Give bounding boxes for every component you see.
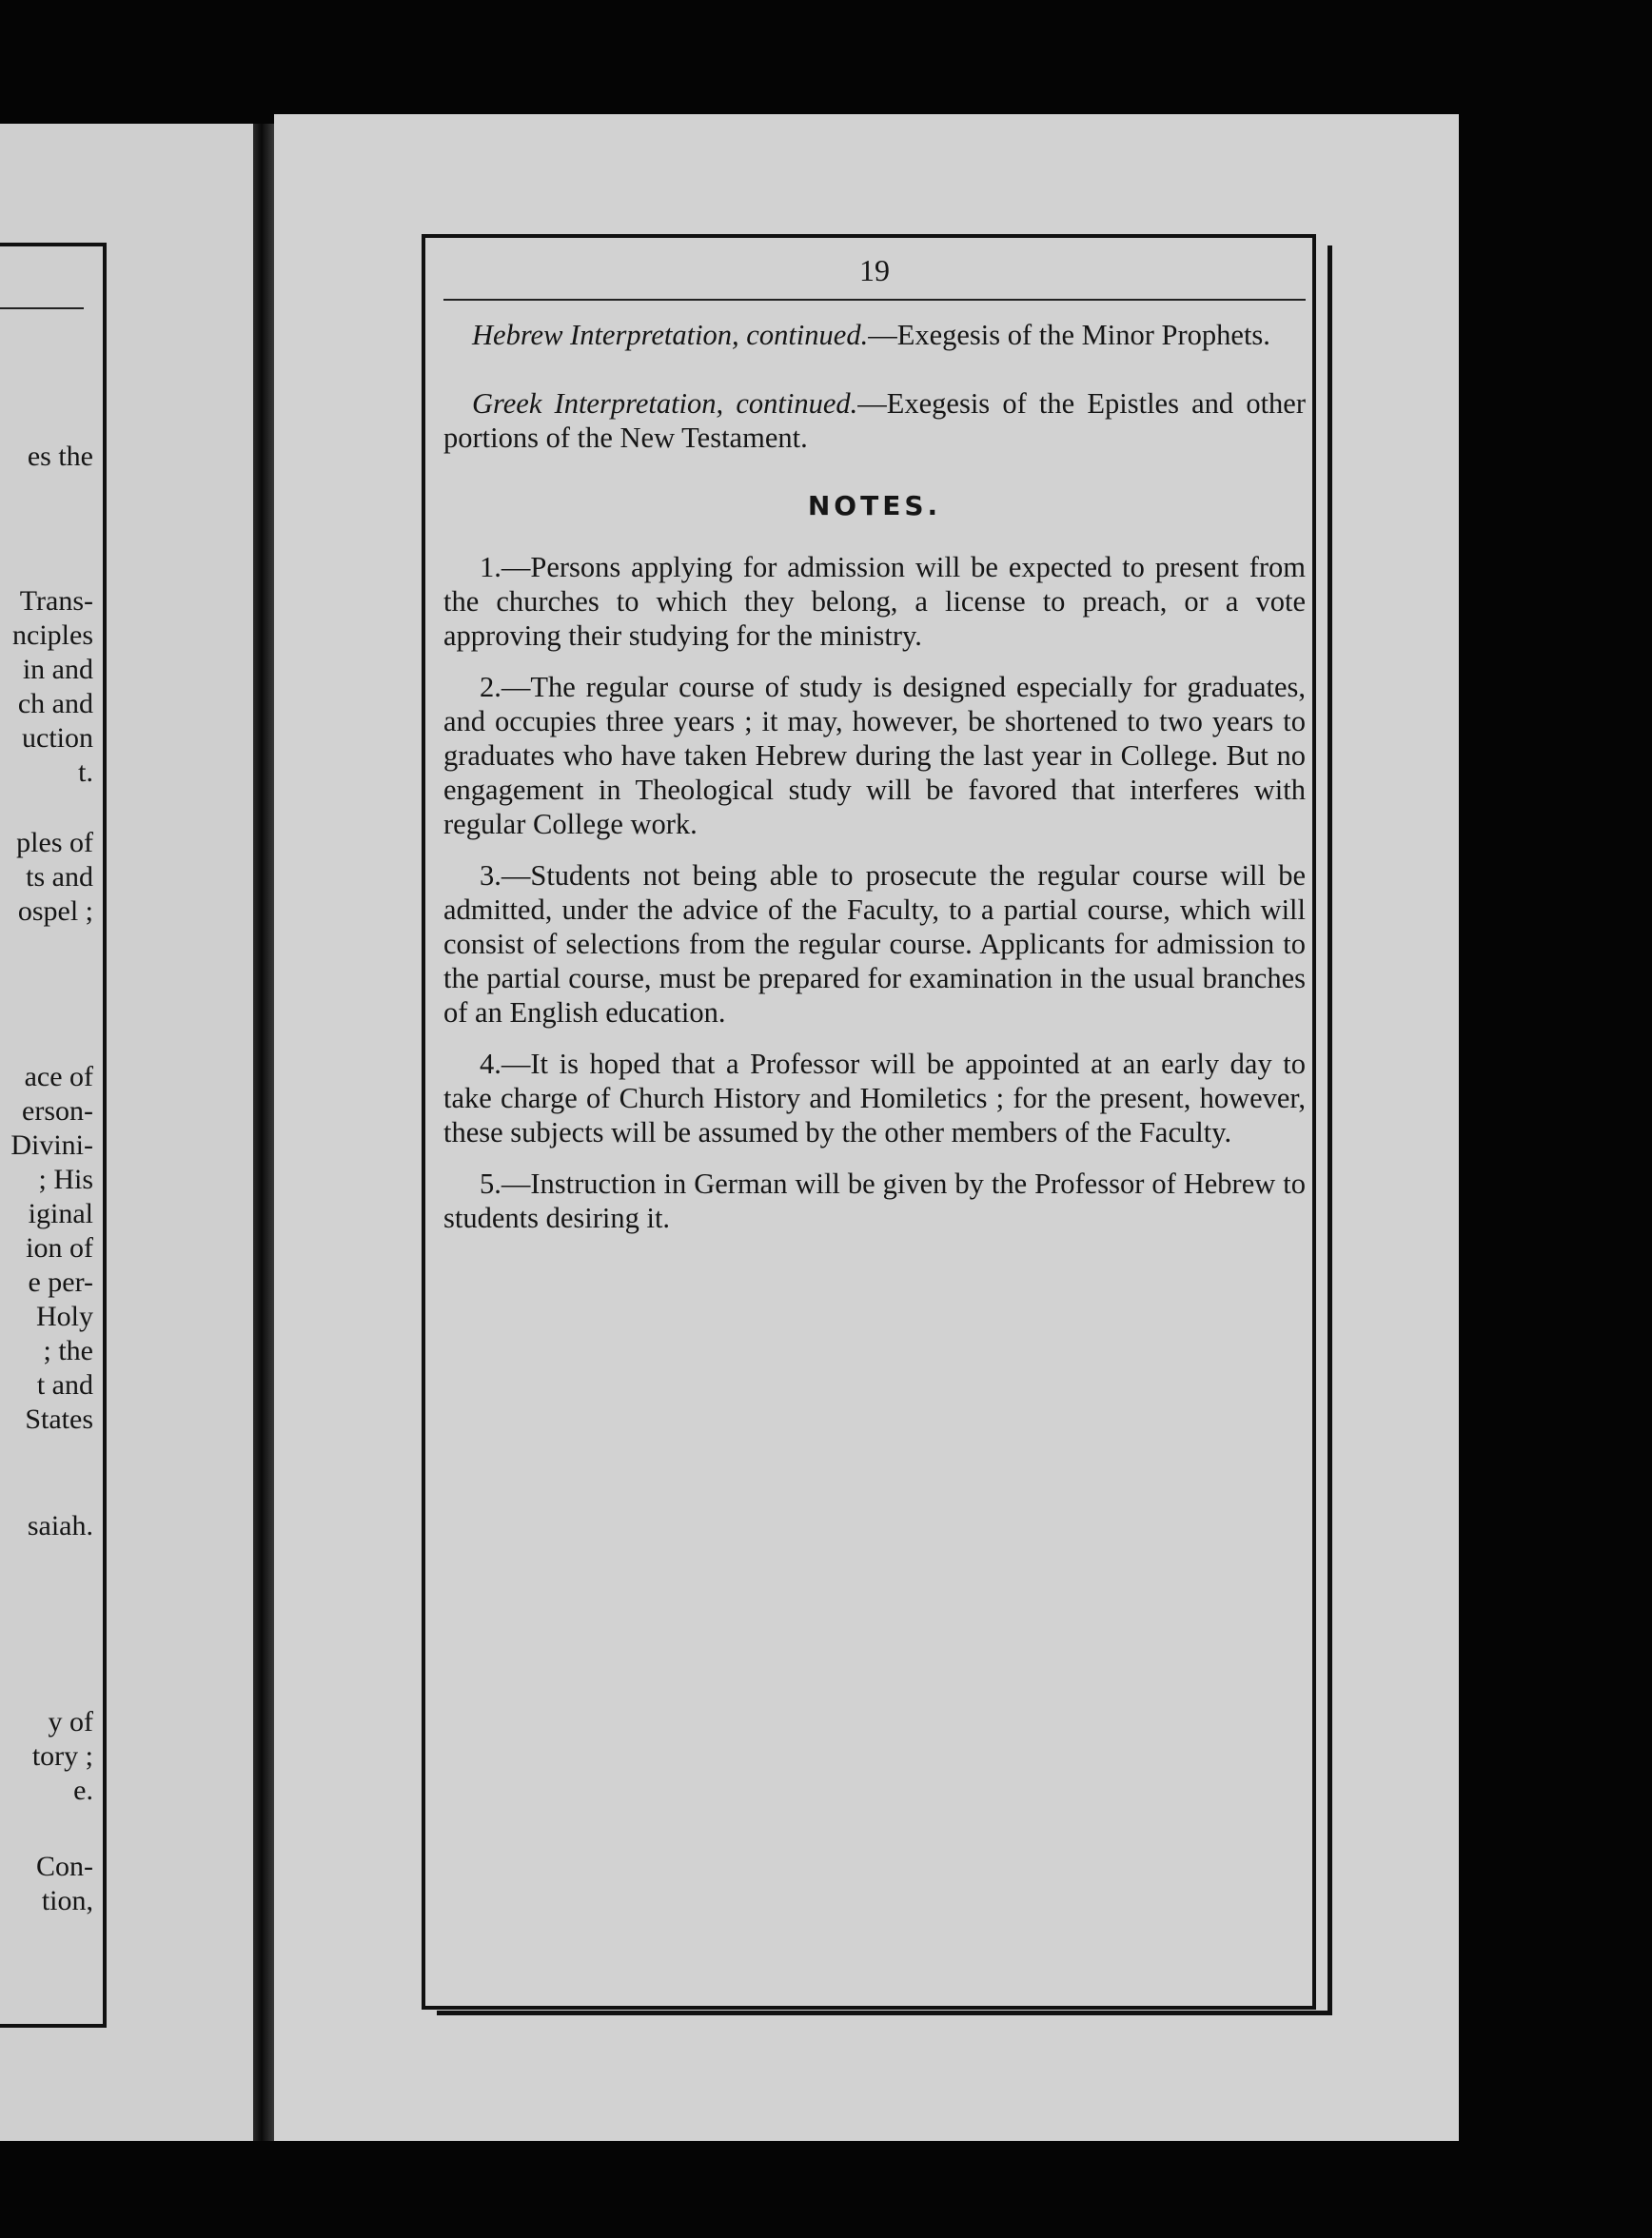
left-page-fragment: ; the	[43, 1335, 93, 1366]
note-2: 2.—The regular course of study is designed especially for graduates, and occupies three years ; it may, however, be shortened to two years to graduates who have taken Hebrew during the last year in College. But no engagement in Theological study will be favored that interferes with regular College work.	[443, 671, 1306, 840]
left-page-fragment: Holy	[36, 1301, 93, 1332]
page-content	[443, 245, 1306, 1252]
left-page-fragment: t.	[78, 756, 93, 788]
left-page-fragment: e per-	[28, 1266, 93, 1298]
left-page-fragment: tion,	[41, 1885, 93, 1916]
hebrew-interpretation-text: —Exegesis of the Minor Prophets.	[868, 319, 1270, 351]
left-page-fragment: States	[25, 1404, 93, 1435]
greek-interpretation-paragraph	[443, 386, 1306, 455]
note-1: 1.—Persons applying for admission will be expected to present from the churches to which they belong, a license to preach, or a vote approving their studying for the ministry.	[443, 551, 1306, 652]
left-page-fragment: ts and	[26, 861, 93, 893]
left-page-fragment: ion of	[26, 1232, 93, 1264]
left-page-fragment: nciples	[12, 619, 93, 651]
note-4: 4.—It is hoped that a Professor will be appointed at an early day to take charge of Church History and Homiletics ; for the present, however, these subjects will be assumed by the other members of the Faculty.	[443, 1048, 1306, 1148]
left-page-rule	[0, 307, 84, 309]
left-page-fragment: ch and	[17, 688, 93, 719]
note-3: 3.—Students not being able to prosecute the regular course will be admitted, under the advice of the Faculty, to a partial course, which will consist of selections from the regular course. Applicants for admission to the partial course, must be prepared for examination in the usual branches of an English education.	[443, 859, 1306, 1029]
left-page-fragment: Trans-	[19, 585, 93, 617]
hebrew-interpretation-title: Hebrew Interpretation, continued.	[472, 319, 869, 351]
left-page-fragment: in and	[22, 654, 93, 685]
left-page-fragment: iginal	[28, 1198, 93, 1229]
page-number: 19	[859, 253, 890, 287]
left-page-fragment: t and	[36, 1369, 93, 1401]
left-page-fragment: e.	[73, 1775, 93, 1806]
left-page-fragment: y of	[48, 1706, 93, 1737]
left-page-fragment: tory ;	[31, 1740, 93, 1772]
greek-interpretation-text: —Exegesis of the Epistles and other portions of the New Testament.	[443, 387, 1307, 454]
left-page-fragment: es the	[27, 441, 93, 472]
left-page-fragment: saiah.	[27, 1510, 93, 1541]
left-page-fragment: erson-	[22, 1095, 93, 1127]
note-5: 5.—Instruction in German will be given by the Professor of Hebrew to students desiring it.	[443, 1168, 1306, 1234]
left-page-fragment: ace of	[24, 1061, 93, 1092]
left-page-fragment: ples of	[16, 827, 93, 858]
header-rule	[443, 299, 1306, 301]
notes-heading: NOTES.	[807, 490, 942, 521]
book-gutter	[253, 124, 274, 2141]
left-page-fragment: ; His	[38, 1164, 93, 1195]
left-page-fragment: Con-	[36, 1851, 93, 1882]
left-page-fragment: Divini-	[10, 1129, 93, 1161]
left-page	[0, 124, 263, 2141]
left-page-fragment: ospel ;	[17, 895, 93, 927]
greek-interpretation-title: Greek Interpretation, continued.	[472, 387, 858, 420]
hebrew-interpretation-paragraph	[443, 318, 1306, 352]
left-page-fragment: uction	[22, 722, 93, 754]
